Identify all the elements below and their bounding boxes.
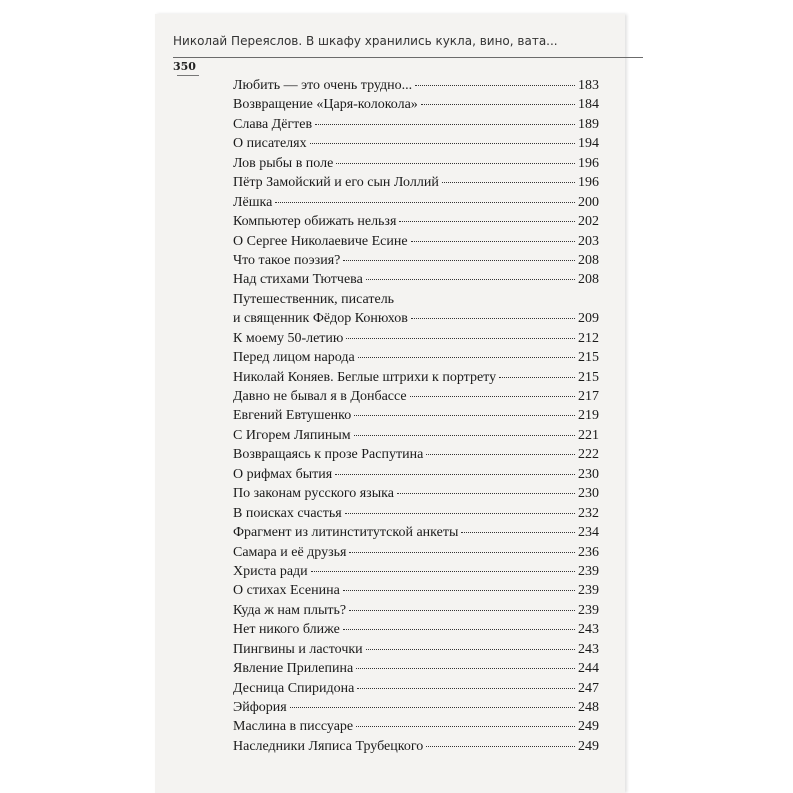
toc-entry: [233, 640, 599, 659]
toc-entry: [233, 173, 599, 192]
toc-entry-title: Десница Спиридона: [233, 680, 355, 696]
toc-entry-title: Фрагмент из литинститутской анкеты: [233, 525, 459, 541]
toc-entry-title: Христа ради: [233, 563, 308, 579]
dot-leader: [356, 668, 575, 669]
toc-entry-page: 194: [578, 136, 599, 152]
page-number-rule: [177, 75, 199, 76]
dot-leader: [290, 707, 575, 708]
toc-entry: [233, 601, 599, 620]
toc-entry: [233, 348, 599, 367]
toc-entry-page: 189: [578, 116, 599, 132]
toc-entry-page: 243: [578, 622, 599, 638]
toc-entry: [233, 76, 599, 95]
toc-entry-page: 249: [578, 719, 599, 735]
toc-entry-title: Лов рыбы в поле: [233, 155, 334, 171]
toc-entry-title: Компьютер обижать нельзя: [233, 214, 397, 230]
dot-leader: [411, 241, 575, 242]
dot-leader: [357, 688, 575, 689]
toc-entry-page: 215: [578, 350, 599, 366]
toc-entry: [233, 387, 599, 406]
toc-entry-title: Что такое поэзия?: [233, 252, 341, 268]
dot-leader: [356, 726, 575, 727]
toc-entry: [233, 329, 599, 348]
dot-leader: [346, 338, 575, 339]
dot-leader: [336, 163, 575, 164]
dot-leader: [315, 124, 575, 125]
dot-leader: [345, 513, 575, 514]
dot-leader: [310, 143, 575, 144]
toc-entry: [233, 193, 599, 212]
toc-entry-page: 249: [578, 738, 599, 754]
dot-leader: [311, 571, 575, 572]
toc-entry: [233, 659, 599, 678]
toc-entry-title: Наследники Ляписа Трубецкого: [233, 738, 424, 754]
toc-entry: [233, 737, 599, 756]
running-title: Николай Переяслов. В шкафу хранились кукла, вино, вата...: [173, 34, 558, 48]
toc-entry-page: 239: [578, 583, 599, 599]
toc-entry-title: Пётр Замойский и его сын Лоллий: [233, 175, 439, 191]
toc-entry-page: 219: [578, 408, 599, 424]
toc-entry: [233, 251, 599, 270]
toc-entry: [233, 717, 599, 736]
dot-leader: [366, 649, 575, 650]
dot-leader: [411, 318, 575, 319]
dot-leader: [349, 552, 575, 553]
toc-entry: [233, 212, 599, 231]
toc-entry: [233, 154, 599, 173]
dot-leader: [426, 454, 575, 455]
toc-entry-page: 221: [578, 427, 599, 443]
toc-entry: [233, 620, 599, 639]
toc-entry: [233, 406, 599, 425]
toc-entry: [233, 581, 599, 600]
toc-entry: [233, 368, 599, 387]
toc-entry-page: 244: [578, 661, 599, 677]
toc-entry-title: О Сергее Николаевиче Есине: [233, 233, 408, 249]
toc-entry: [233, 523, 599, 542]
dot-leader: [358, 357, 575, 358]
toc-entry-title: К моему 50-летию: [233, 330, 344, 346]
dot-leader: [461, 532, 575, 533]
toc-entry: [233, 698, 599, 717]
header-rule: [173, 57, 643, 58]
dot-leader: [343, 590, 575, 591]
toc-entry-page: 230: [578, 486, 599, 502]
toc-entry-page: 202: [578, 214, 599, 230]
toc-entry-title: Перед лицом народа: [233, 350, 355, 366]
dot-leader: [397, 493, 575, 494]
toc-entry-page: 222: [578, 447, 599, 463]
toc-entry: [233, 134, 599, 153]
toc-entry-title: Слава Дёгтев: [233, 116, 313, 132]
toc-entry-title: Лёшка: [233, 194, 273, 210]
toc-entry-title: Самара и её друзья: [233, 544, 347, 560]
dot-leader: [349, 610, 575, 611]
toc-entry-page: 215: [578, 369, 599, 385]
toc-entry-title: Явление Прилепина: [233, 661, 354, 677]
page-number: 350: [173, 60, 196, 73]
dot-leader: [335, 474, 575, 475]
toc-entry-title: Нет никого ближе: [233, 622, 340, 638]
toc-entry-page: 212: [578, 330, 599, 346]
toc-entry-page: 247: [578, 680, 599, 696]
toc-entry-title: Эйфория: [233, 700, 287, 716]
toc-entry-title: Маслина в писсуаре: [233, 719, 354, 735]
toc-entry-page: 239: [578, 602, 599, 618]
toc-entry-page: 248: [578, 700, 599, 716]
toc-entry-page: 217: [578, 389, 599, 405]
table-of-contents: [233, 76, 599, 756]
toc-entry: [233, 679, 599, 698]
toc-entry-title: Любить — это очень трудно...: [233, 78, 413, 93]
toc-entry-title: Путешественник, писатель: [233, 291, 395, 307]
dot-leader: [366, 279, 575, 280]
toc-entry: [233, 95, 599, 114]
toc-entry-page: 183: [578, 78, 599, 93]
dot-leader: [354, 435, 575, 436]
toc-entry-page: 203: [578, 233, 599, 249]
dot-leader: [399, 221, 575, 222]
toc-entry-page: 232: [578, 505, 599, 521]
toc-entry: [233, 504, 599, 523]
toc-entry-title: Возвращение «Царя-колокола»: [233, 97, 418, 113]
toc-entry-page: 239: [578, 563, 599, 579]
toc-entry-title: Евгений Евтушенко: [233, 408, 352, 424]
dot-leader: [343, 260, 575, 261]
toc-entry-page: 200: [578, 194, 599, 210]
toc-entry-page: 208: [578, 272, 599, 288]
dot-leader: [354, 415, 575, 416]
toc-entry-title: О рифмах бытия: [233, 466, 333, 482]
toc-entry: [233, 445, 599, 464]
toc-entry: [233, 562, 599, 581]
toc-entry-title: Пингвины и ласточки: [233, 641, 363, 657]
toc-entry-title: О стихах Есенина: [233, 583, 340, 599]
dot-leader: [426, 746, 575, 747]
toc-entry: [233, 232, 599, 251]
toc-entry-page: 236: [578, 544, 599, 560]
toc-entry: [233, 465, 599, 484]
toc-entry-page: 196: [578, 155, 599, 171]
toc-entry-page: 209: [578, 311, 599, 327]
toc-entry: [233, 115, 599, 134]
toc-entry: [233, 270, 599, 289]
dot-leader: [421, 104, 575, 105]
toc-entry-page: 208: [578, 252, 599, 268]
toc-entry-title: Возвращаясь к прозе Распутина: [233, 447, 424, 463]
toc-entry-title: О писателях: [233, 136, 307, 152]
toc-entry: [233, 290, 599, 329]
toc-entry-page: 184: [578, 97, 599, 113]
dot-leader: [415, 85, 575, 86]
toc-entry-title: В поисках счастья: [233, 505, 342, 521]
dot-leader: [410, 396, 575, 397]
toc-entry-title-continued: и священник Фёдор Конюхов: [233, 311, 408, 327]
dot-leader: [275, 202, 575, 203]
toc-entry-title: Давно не бывал я в Донбассе: [233, 389, 407, 405]
toc-entry-title: Над стихами Тютчева: [233, 272, 363, 288]
toc-entry-title: По законам русского языка: [233, 486, 394, 502]
toc-entry-page: 196: [578, 175, 599, 191]
toc-entry-page: 234: [578, 525, 599, 541]
toc-entry-title: Куда ж нам плыть?: [233, 602, 347, 618]
dot-leader: [343, 629, 575, 630]
toc-entry: [233, 484, 599, 503]
toc-entry: [233, 543, 599, 562]
toc-entry: [233, 426, 599, 445]
toc-entry-page: 230: [578, 466, 599, 482]
toc-entry-page: 243: [578, 641, 599, 657]
toc-entry-title: Николай Коняев. Беглые штрихи к портрету: [233, 369, 497, 385]
dot-leader: [442, 182, 575, 183]
toc-entry-title: С Игорем Ляпиным: [233, 427, 351, 443]
dot-leader: [499, 377, 575, 378]
